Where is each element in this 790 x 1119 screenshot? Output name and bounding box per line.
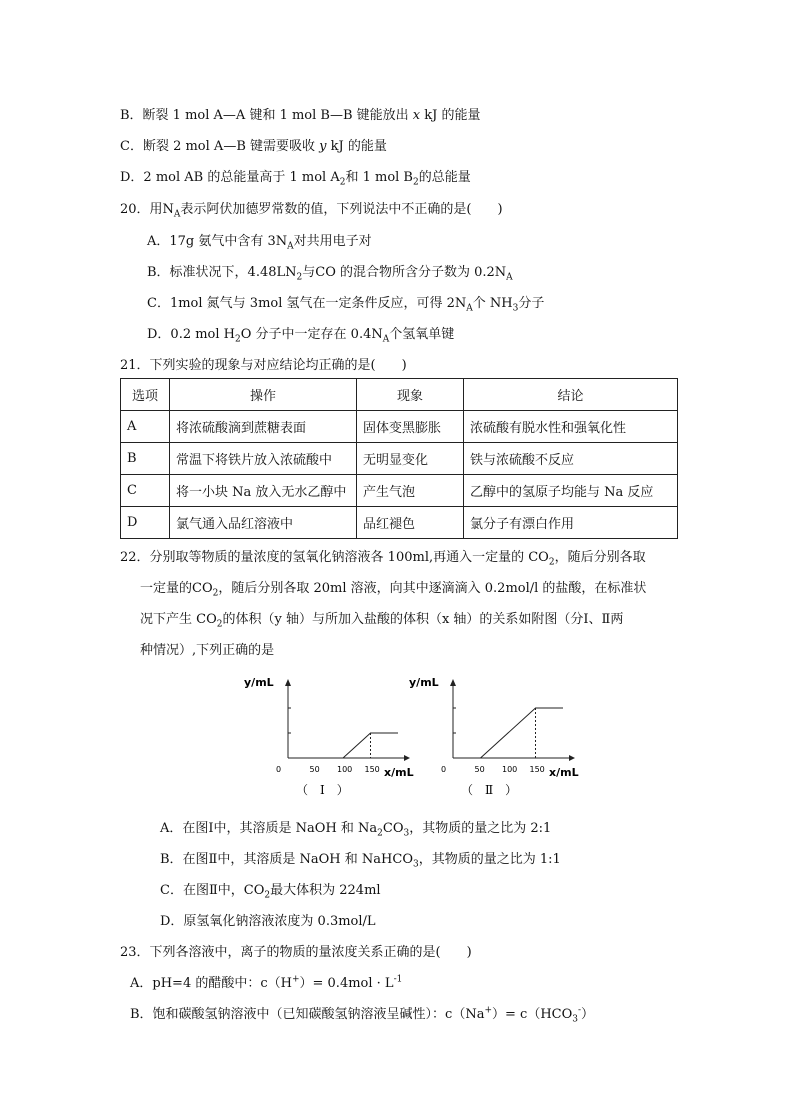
- q23-option-b: B．饱和碳酸氢钠溶液中（已知碳酸氢钠溶液呈碱性）：$c(Na^+)= c(HCO_3^-)$: [130, 1005, 595, 1025]
- y-axis-label: y/mL: [244, 676, 274, 689]
- table-cell: 将浓硫酸滴到蔗糖表面: [170, 411, 357, 443]
- chart-title: （ Ⅰ ）: [296, 783, 349, 797]
- q22-option-a: A．在图Ⅰ中，其溶质是 NaOH 和 $Na_2CO_3$，其物质的量之比为 2:1: [160, 821, 552, 839]
- table-cell: D: [121, 507, 170, 539]
- table-row: [121, 507, 678, 539]
- x-tick-label: 0: [441, 765, 447, 774]
- table-row: [121, 443, 678, 475]
- q21-table: [120, 378, 678, 539]
- table-header: 操作: [170, 379, 357, 411]
- table-cell: A: [121, 411, 170, 443]
- q20-option-c: C．1mol 氮气与 3mol 氢气在一定条件反应，可得 $2N_A$个 $NH_3$分子: [147, 296, 545, 314]
- x-tick-label: 150: [529, 765, 545, 774]
- table-cell: C: [121, 475, 170, 507]
- x-tick-label: 50: [309, 765, 320, 774]
- table-row: [121, 411, 678, 443]
- q20-option-d: D．0.2 mol $H_2O$ 分子中一定存在 $0.4N_A$个氢氧单键: [147, 327, 455, 345]
- x-tick-label: 150: [364, 765, 380, 774]
- table-cell: 无明显变化: [357, 443, 464, 475]
- q22-stem-line1: 22．分别取等物质的量浓度的氢氧化钠溶液各 100ml,再通入一定量的 $CO_2$，随后分别各取: [120, 550, 646, 568]
- chart-graph-1: [240, 670, 414, 797]
- q23-option-a: A．pH=4 的醋酸中：$c(H^+)= 0.4mol \cdot L^{-1}$: [130, 974, 403, 991]
- table-cell: B: [121, 443, 170, 475]
- q19-option-d: D．2 mol AB 的总能量高于 1 mol $A_2$和 1 mol $B_2$的总能量: [120, 170, 471, 188]
- q22-stem-line3: 况下产生 $CO_2$的体积（y 轴）与所加入盐酸的体积（x 轴）的关系如附图（分Ⅰ、Ⅱ两: [140, 612, 624, 630]
- q21-stem: 21．下列实验的现象与对应结论均正确的是( ): [120, 358, 407, 373]
- y-axis-arrow-icon: [450, 679, 456, 686]
- table-header: 选项: [121, 379, 170, 411]
- x-tick-label: 100: [502, 765, 518, 774]
- q20-option-b: B．标准状况下，$4.48LN_2$与CO 的混合物所含分子数为 $0.2N_A$: [147, 265, 513, 283]
- x-axis-arrow-icon: [569, 755, 575, 761]
- chart-graph-2: [405, 670, 580, 795]
- table-cell: 常温下将铁片放入浓硫酸中: [170, 443, 357, 475]
- table-cell: 铁与浓硫酸不反应: [464, 443, 678, 475]
- table-cell: 将一小块 Na 放入无水乙醇中: [170, 475, 357, 507]
- table-cell: 氯气通入品红溶液中: [170, 507, 357, 539]
- q22-option-c: C．在图Ⅱ中，$CO_2$最大体积为 224ml: [160, 883, 381, 901]
- q20-option-a: A．17g 氨气中含有 $3N_A$对共用电子对: [147, 234, 372, 252]
- q22-stem-line2: 一定量的$CO_2$，随后分别各取 20ml 溶液，向其中逐滴滴入 0.2mol/l 的盐酸，在标准状: [140, 581, 647, 599]
- x-tick-label: 50: [474, 765, 485, 774]
- q20-stem: 20．用$N_A$表示阿伏加德罗常数的值，下列说法中不正确的是( ): [120, 202, 503, 220]
- chart-title: （ Ⅱ ）: [461, 783, 518, 797]
- table-cell: 乙醇中的氢原子均能与 Na 反应: [464, 475, 678, 507]
- q22-option-d: D．原氢氧化钠溶液浓度为 0.3mol/L: [160, 914, 376, 929]
- q22-option-b: B．在图Ⅱ中，其溶质是 NaOH 和 NaHCO$_3$，其物质的量之比为 1:1: [160, 852, 561, 870]
- q23-stem: 23．下列各溶液中，离子的物质的量浓度关系正确的是( ): [120, 945, 472, 960]
- y-axis-arrow-icon: [285, 679, 291, 686]
- table-cell: 氯分子有漂白作用: [464, 507, 678, 539]
- table-header-row: [121, 379, 678, 411]
- q19-option-b: B．断裂 1 mol A—A 键和 1 mol B—B 键能放出 x kJ 的能量: [120, 108, 481, 123]
- table-cell: 固体变黑膨胀: [357, 411, 464, 443]
- table-header: 结论: [464, 379, 678, 411]
- table-cell: 品红褪色: [357, 507, 464, 539]
- x-axis-label: x/mL: [549, 766, 579, 779]
- q19-option-c: C．断裂 2 mol A—B 键需要吸收 y kJ 的能量: [120, 139, 387, 154]
- x-tick-label: 100: [337, 765, 353, 774]
- x-tick-label: 0: [276, 765, 282, 774]
- table-row: [121, 475, 678, 507]
- y-axis-label: y/mL: [409, 676, 439, 689]
- q22-stem-line4: 种情况）,下列正确的是: [140, 643, 275, 658]
- table-cell: 浓硫酸有脱水性和强氧化性: [464, 411, 678, 443]
- x-axis-label: x/mL: [384, 766, 414, 779]
- series-line: [481, 708, 564, 758]
- table-header: 现象: [357, 379, 464, 411]
- table-cell: 产生气泡: [357, 475, 464, 507]
